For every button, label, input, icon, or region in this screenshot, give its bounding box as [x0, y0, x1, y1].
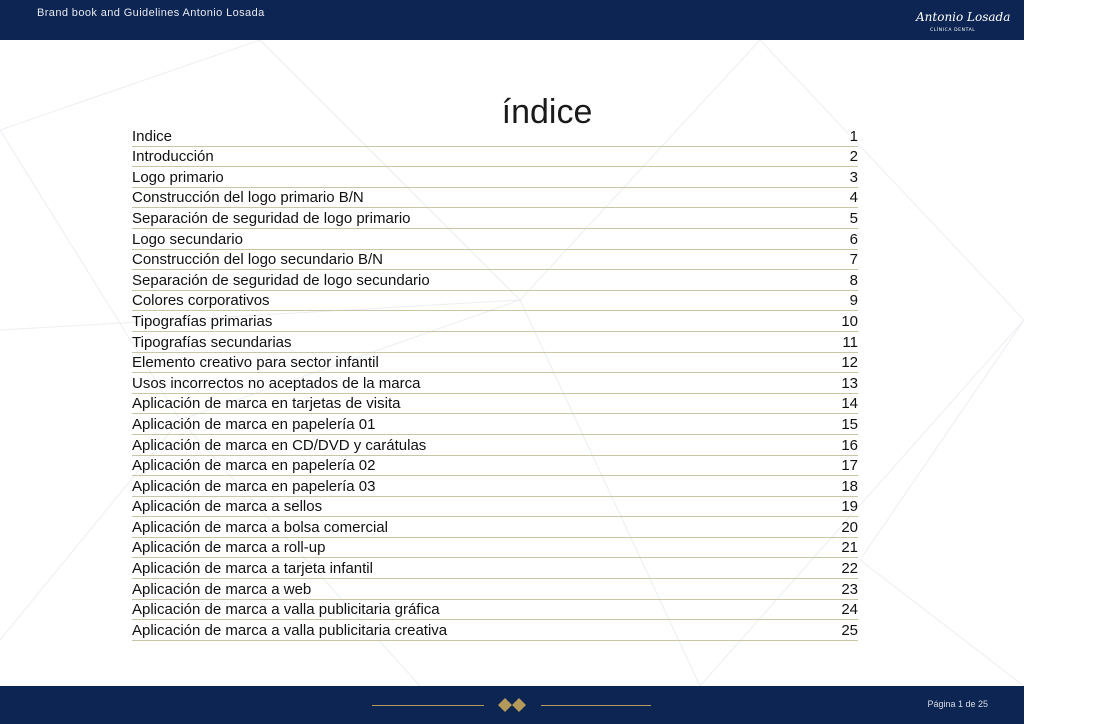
toc-entry-label: Aplicación de marca a web [132, 580, 312, 598]
toc-entry-page-number: 11 [842, 333, 858, 351]
footer-rule-right [541, 705, 651, 706]
toc-entry-label: Usos incorrectos no aceptados de la marca [132, 374, 421, 392]
toc-entry[interactable] [132, 558, 858, 579]
brand-logo-icon [914, 4, 1011, 34]
toc-entry[interactable] [132, 414, 858, 435]
toc-entry-label: Construcción del logo primario B/N [132, 189, 364, 207]
toc-entry-page-number: 17 [841, 457, 858, 475]
toc-entry-label: Aplicación de marca a valla publicitaria creativa [132, 621, 448, 639]
toc-entry-page-number: 12 [841, 354, 858, 372]
toc-entry[interactable] [132, 373, 858, 394]
toc-entry-page-number: 5 [849, 209, 858, 227]
toc-entry[interactable] [132, 291, 858, 312]
toc-entry-label: Aplicación de marca en papelería 01 [132, 415, 376, 433]
toc-entry-label: Separación de seguridad de logo primario [132, 209, 411, 227]
toc-entry[interactable] [132, 311, 858, 332]
toc-entry[interactable] [132, 394, 858, 415]
toc-entry-label: Tipografías primarias [132, 312, 273, 330]
toc-entry-label: Indice [132, 127, 173, 145]
toc-entry-page-number: 25 [841, 621, 858, 639]
toc-entry[interactable] [132, 476, 858, 497]
toc-entry[interactable] [132, 250, 858, 271]
toc-entry-page-number: 20 [841, 518, 858, 536]
toc-entry-label: Construcción del logo secundario B/N [132, 251, 383, 269]
toc-entry-label: Aplicación de marca a sellos [132, 498, 323, 516]
toc-entry-page-number: 19 [841, 498, 858, 516]
toc-entry-page-number: 7 [849, 251, 858, 269]
toc-entry[interactable] [132, 579, 858, 600]
toc-entry[interactable] [132, 208, 858, 229]
toc-entry-label: Aplicación de marca en CD/DVD y carátulas [132, 436, 427, 454]
footer-rule-left [372, 705, 484, 706]
toc-entry[interactable] [132, 126, 858, 147]
toc-entry[interactable] [132, 456, 858, 477]
toc-entry-label: Separación de seguridad de logo secundario [132, 271, 430, 289]
header-bar [0, 0, 1024, 40]
table-of-contents [132, 126, 858, 641]
document-title: Brand book and Guidelines Antonio Losada [37, 7, 265, 19]
toc-entry[interactable] [132, 188, 858, 209]
toc-entry-page-number: 15 [841, 415, 858, 433]
toc-entry-page-number: 2 [849, 148, 858, 166]
page-indicator: Página 1 de 25 [927, 699, 988, 709]
toc-entry-page-number: 13 [841, 374, 858, 392]
svg-text:CLÍNICA DENTAL: CLÍNICA DENTAL [930, 28, 976, 33]
toc-entry[interactable] [132, 497, 858, 518]
toc-entry-page-number: 22 [841, 560, 858, 578]
toc-entry-label: Aplicación de marca en papelería 03 [132, 477, 376, 495]
toc-entry-page-number: 18 [841, 477, 858, 495]
toc-entry[interactable] [132, 229, 858, 250]
toc-entry-label: Logo secundario [132, 230, 243, 248]
toc-entry[interactable] [132, 167, 858, 188]
toc-entry-label: Aplicación de marca en papelería 02 [132, 457, 376, 475]
toc-entry[interactable] [132, 353, 858, 374]
toc-entry-page-number: 6 [849, 230, 858, 248]
toc-entry-page-number: 16 [841, 436, 858, 454]
toc-entry-page-number: 8 [849, 271, 858, 289]
toc-entry-page-number: 4 [849, 189, 858, 207]
toc-entry-page-number: 14 [841, 395, 858, 413]
toc-entry[interactable] [132, 538, 858, 559]
toc-entry-page-number: 10 [841, 312, 858, 330]
toc-entry-page-number: 9 [849, 292, 858, 310]
toc-entry-label: Aplicación de marca a bolsa comercial [132, 518, 388, 536]
toc-entry[interactable] [132, 620, 858, 641]
svg-text:Antonio Losada: Antonio Losada [916, 10, 1011, 24]
toc-entry-label: Logo primario [132, 168, 224, 186]
page-title: índice [501, 92, 593, 131]
toc-entry-label: Aplicación de marca a roll-up [132, 539, 326, 557]
toc-entry-page-number: 24 [841, 601, 858, 619]
toc-entry-label: Aplicación de marca a tarjeta infantil [132, 560, 373, 578]
toc-entry[interactable] [132, 270, 858, 291]
toc-entry-page-number: 23 [841, 580, 858, 598]
toc-entry-page-number: 1 [849, 127, 858, 145]
toc-entry-label: Elemento creativo para sector infantil [132, 354, 379, 372]
toc-entry[interactable] [132, 517, 858, 538]
toc-entry-label: Colores corporativos [132, 292, 270, 310]
diamond-mark-icon [496, 696, 528, 714]
toc-entry[interactable] [132, 147, 858, 168]
toc-entry-label: Aplicación de marca a valla publicitaria gráfica [132, 601, 440, 619]
toc-entry[interactable] [132, 600, 858, 621]
toc-entry-label: Tipografías secundarias [132, 333, 292, 351]
toc-entry-label: Introducción [132, 148, 214, 166]
toc-entry[interactable] [132, 435, 858, 456]
toc-entry-label: Aplicación de marca en tarjetas de visita [132, 395, 401, 413]
footer-bar [0, 686, 1024, 724]
toc-entry[interactable] [132, 332, 858, 353]
toc-entry-page-number: 3 [849, 168, 858, 186]
toc-entry-page-number: 21 [841, 539, 858, 557]
